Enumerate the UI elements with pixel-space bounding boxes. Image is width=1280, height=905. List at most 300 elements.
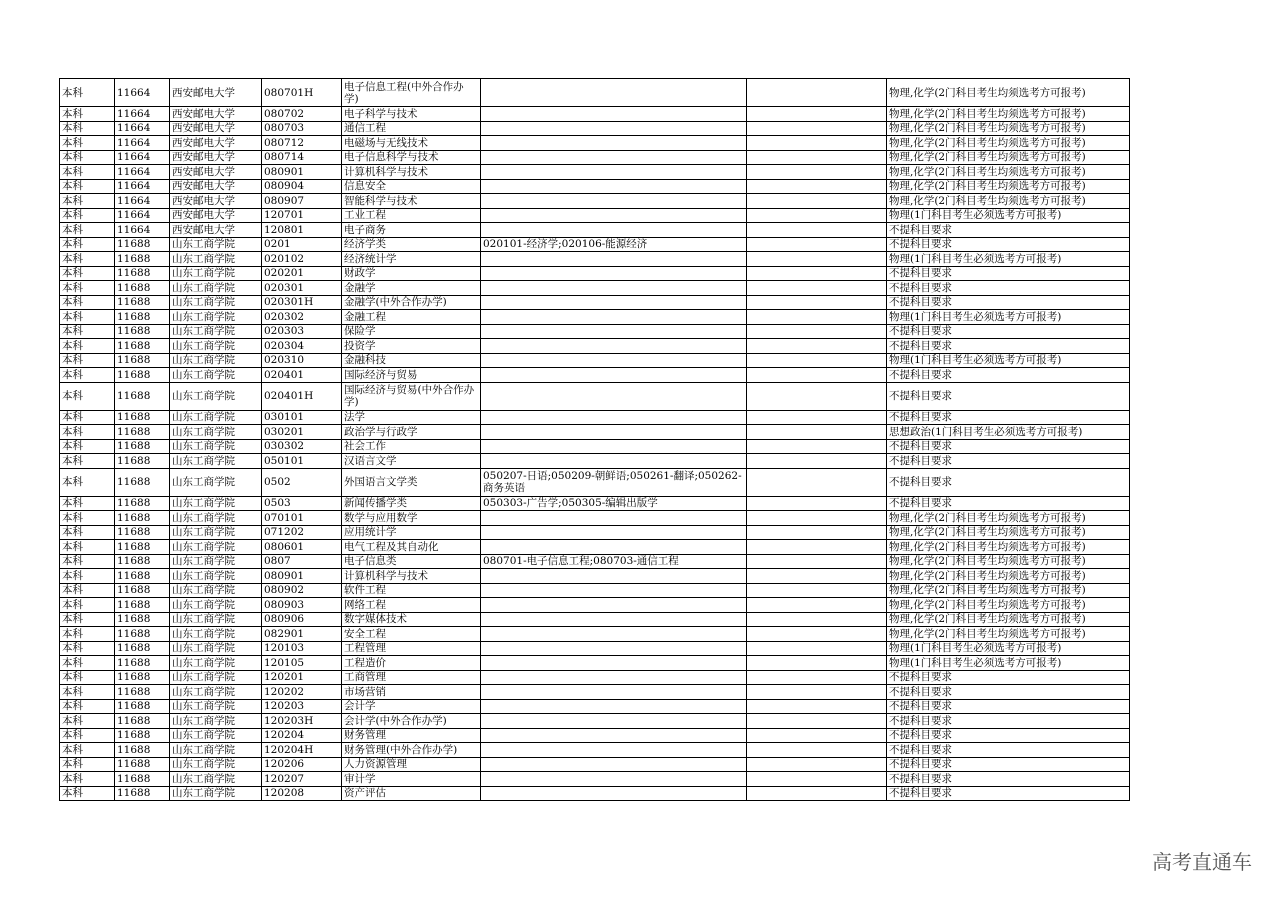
school-name-cell: 山东工商学院 <box>170 339 262 354</box>
subject-requirement-cell: 不提科目要求 <box>887 237 1130 252</box>
school-code-cell: 11688 <box>115 310 170 325</box>
school-code-cell: 11664 <box>115 79 170 107</box>
table-row <box>60 179 1130 194</box>
school-name-cell: 西安邮电大学 <box>170 150 262 165</box>
level-cell: 本科 <box>60 223 115 238</box>
included-majors-cell <box>481 310 747 325</box>
subject-requirement-cell: 物理(1门科目考生必须选考方可报考) <box>887 208 1130 223</box>
subject-requirement-cell: 物理,化学(2门科目考生均须选考方可报考) <box>887 121 1130 136</box>
school-code-cell: 11688 <box>115 382 170 410</box>
included-majors-cell <box>481 382 747 410</box>
included-majors-cell: 050303-广告学;050305-编辑出版学 <box>481 496 747 511</box>
subject-requirement-cell: 物理,化学(2门科目考生均须选考方可报考) <box>887 165 1130 180</box>
note-cell <box>747 237 887 252</box>
subject-requirement-cell: 不提科目要求 <box>887 324 1130 339</box>
major-name-cell: 电子科学与技术 <box>342 107 481 122</box>
major-code-cell: 020310 <box>262 353 342 368</box>
included-majors-cell <box>481 150 747 165</box>
subject-requirement-cell: 不提科目要求 <box>887 266 1130 281</box>
level-cell: 本科 <box>60 699 115 714</box>
subject-requirement-cell: 不提科目要求 <box>887 728 1130 743</box>
major-code-cell: 080907 <box>262 194 342 209</box>
table-row <box>60 569 1130 584</box>
level-cell: 本科 <box>60 656 115 671</box>
note-cell <box>747 627 887 642</box>
level-cell: 本科 <box>60 468 115 496</box>
school-code-cell: 11688 <box>115 554 170 569</box>
major-code-cell: 020401 <box>262 368 342 383</box>
note-cell <box>747 179 887 194</box>
included-majors-cell: 080701-电子信息工程;080703-通信工程 <box>481 554 747 569</box>
table-row <box>60 208 1130 223</box>
major-code-cell: 020304 <box>262 339 342 354</box>
table-row <box>60 165 1130 180</box>
major-code-cell: 050101 <box>262 454 342 469</box>
level-cell: 本科 <box>60 107 115 122</box>
major-code-cell: 080601 <box>262 540 342 555</box>
included-majors-cell <box>481 540 747 555</box>
table-row <box>60 699 1130 714</box>
school-code-cell: 11688 <box>115 598 170 613</box>
major-code-cell: 082901 <box>262 627 342 642</box>
school-code-cell: 11688 <box>115 540 170 555</box>
note-cell <box>747 353 887 368</box>
table-row <box>60 772 1130 787</box>
level-cell: 本科 <box>60 194 115 209</box>
major-name-cell: 法学 <box>342 410 481 425</box>
subject-requirement-cell: 物理,化学(2门科目考生均须选考方可报考) <box>887 79 1130 107</box>
level-cell: 本科 <box>60 136 115 151</box>
note-cell <box>747 454 887 469</box>
school-name-cell: 西安邮电大学 <box>170 79 262 107</box>
included-majors-cell <box>481 641 747 656</box>
major-name-cell: 工商管理 <box>342 670 481 685</box>
subject-requirement-cell: 物理(1门科目考生必须选考方可报考) <box>887 252 1130 267</box>
school-name-cell: 山东工商学院 <box>170 252 262 267</box>
major-code-cell: 030101 <box>262 410 342 425</box>
subject-requirement-cell: 物理(1门科目考生必须选考方可报考) <box>887 641 1130 656</box>
level-cell: 本科 <box>60 641 115 656</box>
major-name-cell: 通信工程 <box>342 121 481 136</box>
level-cell: 本科 <box>60 410 115 425</box>
major-code-cell: 020301 <box>262 281 342 296</box>
level-cell: 本科 <box>60 786 115 801</box>
note-cell <box>747 656 887 671</box>
subject-requirement-cell: 物理,化学(2门科目考生均须选考方可报考) <box>887 554 1130 569</box>
table-row <box>60 310 1130 325</box>
major-name-cell: 应用统计学 <box>342 525 481 540</box>
school-code-cell: 11688 <box>115 295 170 310</box>
school-name-cell: 山东工商学院 <box>170 368 262 383</box>
note-cell <box>747 310 887 325</box>
major-name-cell: 工程造价 <box>342 656 481 671</box>
school-code-cell: 11688 <box>115 670 170 685</box>
subject-requirement-cell: 物理,化学(2门科目考生均须选考方可报考) <box>887 569 1130 584</box>
included-majors-cell <box>481 324 747 339</box>
included-majors-cell: 020101-经济学;020106-能源经济 <box>481 237 747 252</box>
school-name-cell: 西安邮电大学 <box>170 208 262 223</box>
major-name-cell: 经济统计学 <box>342 252 481 267</box>
table-row <box>60 728 1130 743</box>
school-name-cell: 西安邮电大学 <box>170 194 262 209</box>
note-cell <box>747 743 887 758</box>
school-code-cell: 11688 <box>115 656 170 671</box>
school-name-cell: 山东工商学院 <box>170 786 262 801</box>
table-row <box>60 121 1130 136</box>
school-name-cell: 山东工商学院 <box>170 382 262 410</box>
subject-requirement-cell: 不提科目要求 <box>887 699 1130 714</box>
included-majors-cell <box>481 598 747 613</box>
school-name-cell: 山东工商学院 <box>170 627 262 642</box>
school-code-cell: 11688 <box>115 281 170 296</box>
subject-requirement-cell: 物理,化学(2门科目考生均须选考方可报考) <box>887 612 1130 627</box>
school-code-cell: 11688 <box>115 468 170 496</box>
included-majors-cell <box>481 165 747 180</box>
note-cell <box>747 641 887 656</box>
major-code-cell: 120103 <box>262 641 342 656</box>
school-name-cell: 山东工商学院 <box>170 310 262 325</box>
school-name-cell: 西安邮电大学 <box>170 121 262 136</box>
note-cell <box>747 612 887 627</box>
major-code-cell: 080701H <box>262 79 342 107</box>
school-name-cell: 山东工商学院 <box>170 772 262 787</box>
major-name-cell: 计算机科学与技术 <box>342 569 481 584</box>
subject-requirement-cell: 思想政治(1门科目考生必须选考方可报考) <box>887 425 1130 440</box>
school-code-cell: 11664 <box>115 107 170 122</box>
included-majors-cell <box>481 194 747 209</box>
major-name-cell: 电子信息工程(中外合作办学) <box>342 79 481 107</box>
level-cell: 本科 <box>60 324 115 339</box>
school-code-cell: 11688 <box>115 339 170 354</box>
major-code-cell: 020303 <box>262 324 342 339</box>
school-name-cell: 山东工商学院 <box>170 569 262 584</box>
note-cell <box>747 540 887 555</box>
level-cell: 本科 <box>60 79 115 107</box>
major-code-cell: 080702 <box>262 107 342 122</box>
school-name-cell: 山东工商学院 <box>170 743 262 758</box>
included-majors-cell <box>481 266 747 281</box>
subject-requirement-cell: 不提科目要求 <box>887 439 1130 454</box>
note-cell <box>747 339 887 354</box>
admission-requirements-table <box>59 78 1130 801</box>
subject-requirement-cell: 物理,化学(2门科目考生均须选考方可报考) <box>887 179 1130 194</box>
included-majors-cell <box>481 583 747 598</box>
school-name-cell: 西安邮电大学 <box>170 107 262 122</box>
subject-requirement-cell: 物理,化学(2门科目考生均须选考方可报考) <box>887 194 1130 209</box>
school-code-cell: 11664 <box>115 121 170 136</box>
table-row <box>60 583 1130 598</box>
major-name-cell: 软件工程 <box>342 583 481 598</box>
note-cell <box>747 468 887 496</box>
table-row <box>60 237 1130 252</box>
included-majors-cell <box>481 107 747 122</box>
major-code-cell: 120201 <box>262 670 342 685</box>
table-row <box>60 627 1130 642</box>
note-cell <box>747 569 887 584</box>
school-code-cell: 11688 <box>115 266 170 281</box>
school-code-cell: 11688 <box>115 454 170 469</box>
school-name-cell: 山东工商学院 <box>170 554 262 569</box>
major-code-cell: 020102 <box>262 252 342 267</box>
subject-requirement-cell: 物理,化学(2门科目考生均须选考方可报考) <box>887 540 1130 555</box>
major-code-cell: 080714 <box>262 150 342 165</box>
level-cell: 本科 <box>60 425 115 440</box>
school-name-cell: 山东工商学院 <box>170 714 262 729</box>
included-majors-cell <box>481 295 747 310</box>
school-code-cell: 11664 <box>115 165 170 180</box>
major-name-cell: 财政学 <box>342 266 481 281</box>
note-cell <box>747 136 887 151</box>
level-cell: 本科 <box>60 728 115 743</box>
school-name-cell: 山东工商学院 <box>170 266 262 281</box>
major-code-cell: 120801 <box>262 223 342 238</box>
subject-requirement-cell: 不提科目要求 <box>887 410 1130 425</box>
subject-requirement-cell: 不提科目要求 <box>887 743 1130 758</box>
subject-requirement-cell: 不提科目要求 <box>887 223 1130 238</box>
subject-requirement-cell: 不提科目要求 <box>887 772 1130 787</box>
note-cell <box>747 121 887 136</box>
major-code-cell: 120207 <box>262 772 342 787</box>
note-cell <box>747 757 887 772</box>
table-row <box>60 525 1130 540</box>
school-code-cell: 11688 <box>115 237 170 252</box>
major-name-cell: 会计学 <box>342 699 481 714</box>
included-majors-cell <box>481 714 747 729</box>
included-majors-cell <box>481 410 747 425</box>
included-majors-cell <box>481 743 747 758</box>
subject-requirement-cell: 不提科目要求 <box>887 714 1130 729</box>
school-name-cell: 西安邮电大学 <box>170 136 262 151</box>
table-row <box>60 136 1130 151</box>
subject-requirement-cell: 物理,化学(2门科目考生均须选考方可报考) <box>887 136 1130 151</box>
school-code-cell: 11688 <box>115 439 170 454</box>
included-majors-cell <box>481 136 747 151</box>
major-name-cell: 资产评估 <box>342 786 481 801</box>
school-name-cell: 山东工商学院 <box>170 641 262 656</box>
school-code-cell: 11688 <box>115 728 170 743</box>
level-cell: 本科 <box>60 598 115 613</box>
level-cell: 本科 <box>60 165 115 180</box>
major-code-cell: 030201 <box>262 425 342 440</box>
note-cell <box>747 511 887 526</box>
subject-requirement-cell: 不提科目要求 <box>887 454 1130 469</box>
table-body <box>60 79 1130 801</box>
major-code-cell: 0502 <box>262 468 342 496</box>
major-name-cell: 社会工作 <box>342 439 481 454</box>
major-name-cell: 信息安全 <box>342 179 481 194</box>
note-cell <box>747 670 887 685</box>
note-cell <box>747 728 887 743</box>
subject-requirement-cell: 不提科目要求 <box>887 468 1130 496</box>
level-cell: 本科 <box>60 525 115 540</box>
school-name-cell: 山东工商学院 <box>170 454 262 469</box>
school-name-cell: 山东工商学院 <box>170 525 262 540</box>
table-row <box>60 468 1130 496</box>
major-name-cell: 财务管理(中外合作办学) <box>342 743 481 758</box>
note-cell <box>747 208 887 223</box>
subject-requirement-cell: 物理,化学(2门科目考生均须选考方可报考) <box>887 627 1130 642</box>
major-code-cell: 020302 <box>262 310 342 325</box>
school-name-cell: 山东工商学院 <box>170 468 262 496</box>
school-name-cell: 山东工商学院 <box>170 353 262 368</box>
school-name-cell: 西安邮电大学 <box>170 223 262 238</box>
major-name-cell: 智能科学与技术 <box>342 194 481 209</box>
school-code-cell: 11664 <box>115 150 170 165</box>
table-row <box>60 685 1130 700</box>
school-code-cell: 11664 <box>115 223 170 238</box>
school-name-cell: 山东工商学院 <box>170 281 262 296</box>
table-row <box>60 540 1130 555</box>
table-row <box>60 496 1130 511</box>
school-code-cell: 11688 <box>115 496 170 511</box>
table-row <box>60 368 1130 383</box>
level-cell: 本科 <box>60 511 115 526</box>
level-cell: 本科 <box>60 757 115 772</box>
major-code-cell: 020401H <box>262 382 342 410</box>
school-code-cell: 11688 <box>115 627 170 642</box>
included-majors-cell <box>481 252 747 267</box>
subject-requirement-cell: 不提科目要求 <box>887 757 1130 772</box>
school-name-cell: 西安邮电大学 <box>170 165 262 180</box>
major-code-cell: 020301H <box>262 295 342 310</box>
school-name-cell: 山东工商学院 <box>170 583 262 598</box>
level-cell: 本科 <box>60 569 115 584</box>
major-code-cell: 080904 <box>262 179 342 194</box>
school-name-cell: 山东工商学院 <box>170 496 262 511</box>
included-majors-cell <box>481 699 747 714</box>
school-code-cell: 11688 <box>115 612 170 627</box>
major-name-cell: 国际经济与贸易(中外合作办学) <box>342 382 481 410</box>
included-majors-cell <box>481 786 747 801</box>
major-code-cell: 080901 <box>262 165 342 180</box>
level-cell: 本科 <box>60 179 115 194</box>
table-row <box>60 714 1130 729</box>
table-row <box>60 266 1130 281</box>
school-code-cell: 11664 <box>115 136 170 151</box>
major-name-cell: 电气工程及其自动化 <box>342 540 481 555</box>
major-name-cell: 数学与应用数学 <box>342 511 481 526</box>
major-name-cell: 新闻传播学类 <box>342 496 481 511</box>
level-cell: 本科 <box>60 454 115 469</box>
table-row <box>60 554 1130 569</box>
major-code-cell: 0807 <box>262 554 342 569</box>
included-majors-cell <box>481 223 747 238</box>
table-row <box>60 382 1130 410</box>
school-name-cell: 西安邮电大学 <box>170 179 262 194</box>
included-majors-cell <box>481 353 747 368</box>
table-row <box>60 295 1130 310</box>
table-row <box>60 425 1130 440</box>
school-code-cell: 11688 <box>115 757 170 772</box>
major-name-cell: 金融科技 <box>342 353 481 368</box>
table-row <box>60 223 1130 238</box>
table-row <box>60 757 1130 772</box>
school-code-cell: 11688 <box>115 583 170 598</box>
subject-requirement-cell: 不提科目要求 <box>887 685 1130 700</box>
major-code-cell: 0201 <box>262 237 342 252</box>
table-row <box>60 439 1130 454</box>
included-majors-cell <box>481 511 747 526</box>
school-name-cell: 山东工商学院 <box>170 757 262 772</box>
major-name-cell: 电子信息类 <box>342 554 481 569</box>
included-majors-cell <box>481 627 747 642</box>
note-cell <box>747 583 887 598</box>
school-code-cell: 11688 <box>115 511 170 526</box>
school-name-cell: 山东工商学院 <box>170 511 262 526</box>
major-code-cell: 070101 <box>262 511 342 526</box>
school-name-cell: 山东工商学院 <box>170 728 262 743</box>
major-code-cell: 071202 <box>262 525 342 540</box>
major-name-cell: 市场营销 <box>342 685 481 700</box>
subject-requirement-cell: 不提科目要求 <box>887 670 1130 685</box>
level-cell: 本科 <box>60 612 115 627</box>
note-cell <box>747 496 887 511</box>
level-cell: 本科 <box>60 266 115 281</box>
major-code-cell: 080903 <box>262 598 342 613</box>
included-majors-cell: 050207-日语;050209-朝鲜语;050261-翻译;050262-商务英语 <box>481 468 747 496</box>
included-majors-cell <box>481 425 747 440</box>
table-row <box>60 353 1130 368</box>
major-name-cell: 保险学 <box>342 324 481 339</box>
school-code-cell: 11688 <box>115 786 170 801</box>
school-code-cell: 11664 <box>115 208 170 223</box>
included-majors-cell <box>481 757 747 772</box>
school-code-cell: 11688 <box>115 699 170 714</box>
subject-requirement-cell: 不提科目要求 <box>887 496 1130 511</box>
major-code-cell: 120206 <box>262 757 342 772</box>
school-code-cell: 11688 <box>115 425 170 440</box>
major-name-cell: 投资学 <box>342 339 481 354</box>
subject-requirement-cell: 不提科目要求 <box>887 295 1130 310</box>
school-name-cell: 山东工商学院 <box>170 237 262 252</box>
level-cell: 本科 <box>60 295 115 310</box>
school-code-cell: 11688 <box>115 772 170 787</box>
table-row <box>60 454 1130 469</box>
major-name-cell: 人力资源管理 <box>342 757 481 772</box>
included-majors-cell <box>481 208 747 223</box>
note-cell <box>747 714 887 729</box>
major-code-cell: 0503 <box>262 496 342 511</box>
subject-requirement-cell: 物理,化学(2门科目考生均须选考方可报考) <box>887 150 1130 165</box>
level-cell: 本科 <box>60 150 115 165</box>
table-row <box>60 670 1130 685</box>
major-name-cell: 金融学(中外合作办学) <box>342 295 481 310</box>
table-row <box>60 641 1130 656</box>
level-cell: 本科 <box>60 496 115 511</box>
major-code-cell: 120203 <box>262 699 342 714</box>
level-cell: 本科 <box>60 237 115 252</box>
school-name-cell: 山东工商学院 <box>170 670 262 685</box>
included-majors-cell <box>481 439 747 454</box>
note-cell <box>747 252 887 267</box>
level-cell: 本科 <box>60 714 115 729</box>
included-majors-cell <box>481 656 747 671</box>
subject-requirement-cell: 物理(1门科目考生必须选考方可报考) <box>887 310 1130 325</box>
note-cell <box>747 266 887 281</box>
note-cell <box>747 772 887 787</box>
subject-requirement-cell: 物理,化学(2门科目考生均须选考方可报考) <box>887 511 1130 526</box>
included-majors-cell <box>481 685 747 700</box>
school-code-cell: 11664 <box>115 194 170 209</box>
included-majors-cell <box>481 525 747 540</box>
included-majors-cell <box>481 121 747 136</box>
level-cell: 本科 <box>60 121 115 136</box>
major-name-cell: 金融工程 <box>342 310 481 325</box>
major-name-cell: 电子信息科学与技术 <box>342 150 481 165</box>
major-name-cell: 经济学类 <box>342 237 481 252</box>
included-majors-cell <box>481 79 747 107</box>
level-cell: 本科 <box>60 368 115 383</box>
